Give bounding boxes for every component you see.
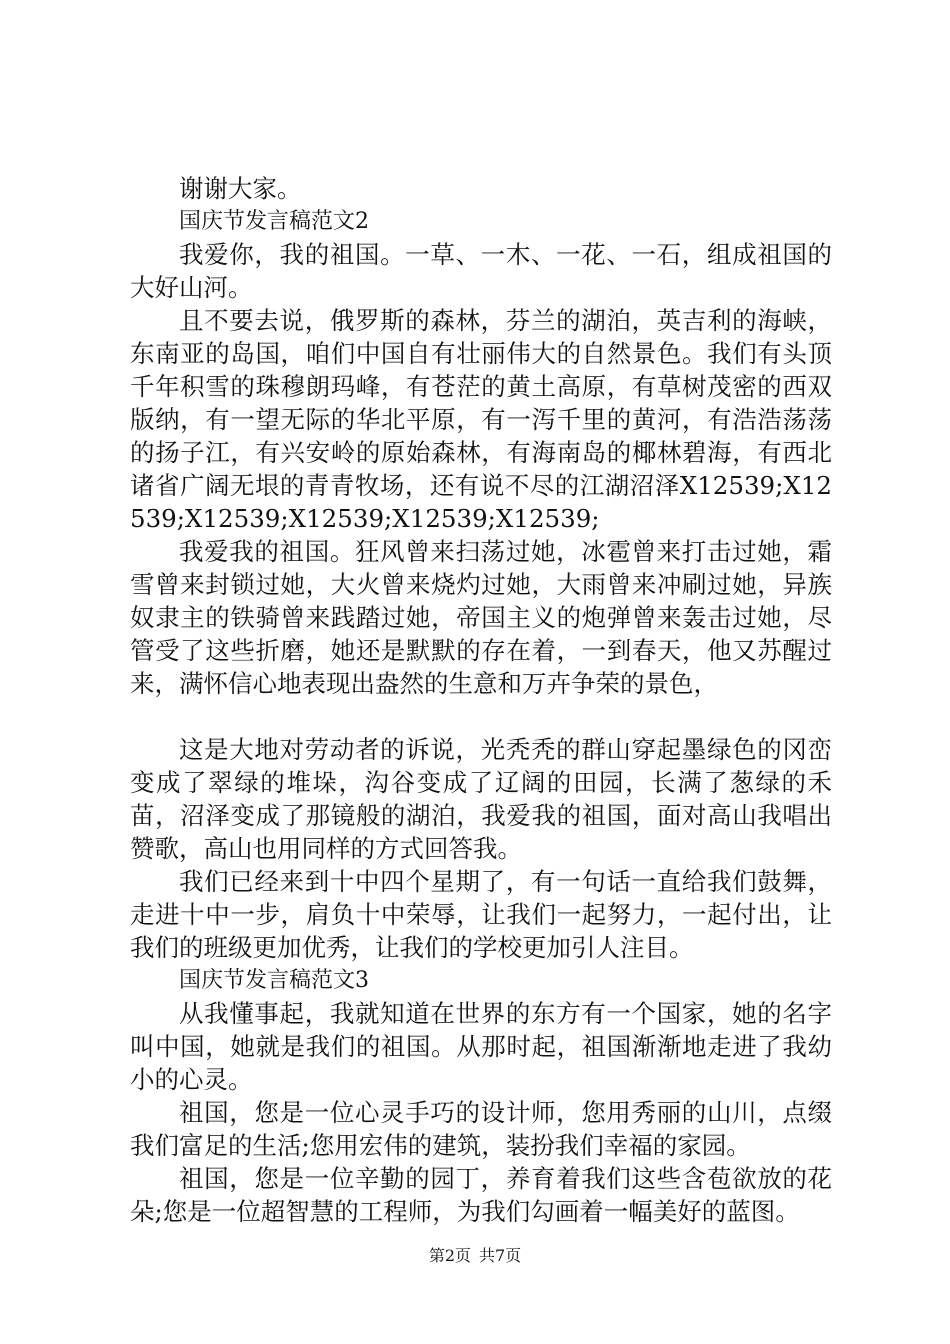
paragraph: 我爱我的祖国。狂风曾来扫荡过她，冰雹曾来打击过她，霜雪曾来封锁过她，大火曾来烧灼过她，大雨曾来冲刷过她，异族奴隶主的铁骑曾来践踏过她，帝国主义的炮弹曾来轰击过她，尽管受了这些折磨，她还是默默的存在着，一到春天，他又苏醒过来，满怀信心地表现出盎然的生意和万卉争荣的景色，: [130, 537, 832, 698]
document-body: [130, 172, 832, 1228]
paragraph: 我们已经来到十中四个星期了，有一句话一直给我们鼓舞，走进十中一步，肩负十中荣辱，让我们一起努力，一起付出，让我们的班级更加优秀，让我们的学校更加引人注目。: [130, 867, 832, 962]
paragraph: 这是大地对劳动者的诉说，光秃秃的群山穿起墨绿色的冈峦变成了翠绿的堆垛，沟谷变成了辽阔的田园，长满了葱绿的禾苗，沼泽变成了那镜般的湖泊，我爱我的祖国，面对高山我唱出赞歌，高山也用同样的方式回答我。: [130, 735, 832, 863]
paragraph: 我爱你，我的祖国。一草、一木、一花、一石，组成祖国的大好山河。: [130, 240, 832, 302]
closing-line: 谢谢大家。: [179, 174, 302, 203]
page-number: 第2页: [428, 1246, 471, 1265]
paragraph: 祖国，您是一位辛勤的园丁，养育着我们这些含苞欲放的花朵;您是一位超智慧的工程师，为我们勾画着一幅美好的蓝图。: [130, 1164, 832, 1226]
paragraph: 从我懂事起，我就知道在世界的东方有一个国家，她的名字叫中国，她就是我们的祖国。从那时起，祖国渐渐地走进了我幼小的心灵。: [130, 999, 832, 1094]
page-total: 共7页: [479, 1246, 522, 1265]
paragraph: 祖国，您是一位心灵手巧的设计师，您用秀丽的山川，点缀我们富足的生活;您用宏伟的建筑，装扮我们幸福的家园。: [130, 1098, 832, 1160]
section-heading-3: 国庆节发言稿范文3: [179, 968, 369, 993]
paragraph: 且不要去说，俄罗斯的森林，芬兰的湖泊，英吉利的海峡，东南亚的岛国，咱们中国自有壮丽伟大的自然景色。我们有头顶千年积雪的珠穆朗玛峰，有苍茫的黄土高原，有草树茂密的西双版纳，有一望无际的华北平原，有一泻千里的黄河，有浩浩荡荡的扬子江，有兴安岭的原始森林，有海南岛的椰林碧海，有西北诸省广阔无垠的青青牧场，还有说不尽的江湖沼泽X12539;X12539;X12539;X12539;X12539;X12539;: [130, 306, 832, 533]
page-footer: [0, 1246, 950, 1266]
section-heading-2: 国庆节发言稿范文2: [179, 209, 369, 234]
